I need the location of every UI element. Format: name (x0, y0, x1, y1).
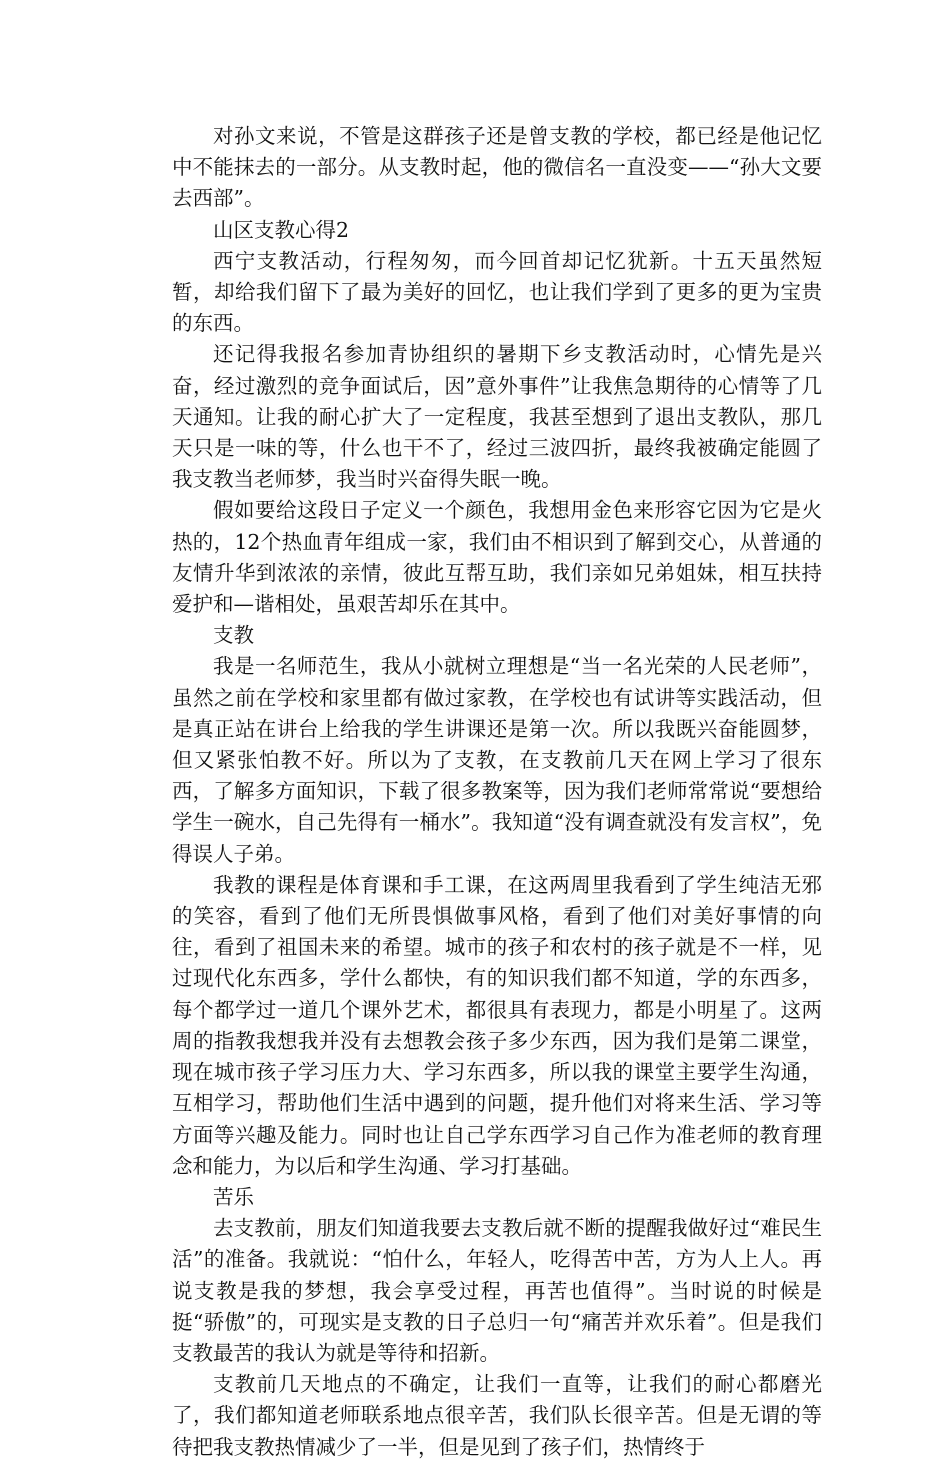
paragraph: 我教的课程是体育课和手工课，在这两周里我看到了学生纯洁无邪的笑容，看到了他们无所畏惧做事风格，看到了他们对美好事情的向往，看到了祖国未来的希望。城市的孩子和农村的孩子就是不一样，见过现代化东西多，学什么都快，有的知识我们都不知道，学的东西多，每个都学过一道几个课外艺术，都很具有表现力，都是小明星了。这两周的指教我想我并没有去想教会孩子多少东西，因为我们是第二课堂，现在城市孩子学习压力大、学习东西多，所以我的课堂主要学生沟通，互相学习，帮助他们生活中遇到的问题，提升他们对将来生活、学习等方面等兴趣及能力。同时也让自己学东西学习自己作为准老师的教育理念和能力，为以后和学生沟通、学习打基础。 (172, 872, 822, 1178)
paragraph: 对孙文来说，不管是这群孩子还是曾支教的学校，都已经是他记忆中不能抹去的一部分。从支教时起，他的微信名一直没变——“孙大文要去西部”。 (172, 124, 822, 211)
paragraph: 我是一名师范生，我从小就树立理想是“当一名光荣的人民老师”，虽然之前在学校和家里都有做过家教，在学校也有试讲等实践活动，但是真正站在讲台上给我的学生讲课还是第一次。所以我既兴奋能圆梦，但又紧张怕教不好。所以为了支教，在支教前几天在网上学习了很东西，了解多方面知识，下载了很多教案等，因为我们老师常常说“要想给学生一碗水，自己先得有一桶水”。我知道“没有调查就没有发言权”，免得误人子弟。 (172, 654, 822, 866)
section-heading: 支教 (213, 623, 254, 648)
section-heading: 山区支教心得2 (213, 217, 350, 242)
paragraph: 还记得我报名参加青协组织的暑期下乡支教活动时，心情先是兴奋，经过激烈的竞争面试后，因”意外事件”让我焦急期待的心情等了几天通知。让我的耐心扩大了一定程度，我甚至想到了退出支教队，那几天只是一味的等，什么也干不了，经过三波四折，最终我被确定能圆了我支教当老师梦，我当时兴奋得失眠一晚。 (172, 342, 822, 492)
paragraph: 假如要给这段日子定义一个颜色，我想用金色来形容它因为它是火热的，12个热血青年组成一家，我们由不相识到了解到交心，从普通的友情升华到浓浓的亲情，彼此互帮互助，我们亲如兄弟姐妹，相互扶持爱护和—谐相处，虽艰苦却乐在其中。 (172, 498, 822, 617)
paragraph: 西宁支教活动，行程匆匆，而今回首却记忆犹新。十五天虽然短暂，却给我们留下了最为美好的回忆，也让我们学到了更多的更为宝贵的东西。 (172, 248, 822, 336)
document-body (172, 121, 822, 1463)
section-heading: 苦乐 (213, 1184, 254, 1209)
paragraph: 支教前几天地点的不确定，让我们一直等，让我们的耐心都磨光了，我们都知道老师联系地点很辛苦，我们队长很辛苦。但是无谓的等待把我支教热情减少了一半，但是见到了孩子们，热情终于 (172, 1372, 822, 1459)
paragraph: 去支教前，朋友们知道我要去支教后就不断的提醒我做好过“难民生活”的准备。我就说：“怕什么，年轻人，吃得苦中苦，方为人上人。再说支教是我的梦想，我会享受过程，再苦也值得”。当时说的时候是挺“骄傲”的，可现实是支教的日子总归一句“痛苦并欢乐着”。但是我们支教最苦的我认为就是等待和招新。 (172, 1216, 822, 1365)
